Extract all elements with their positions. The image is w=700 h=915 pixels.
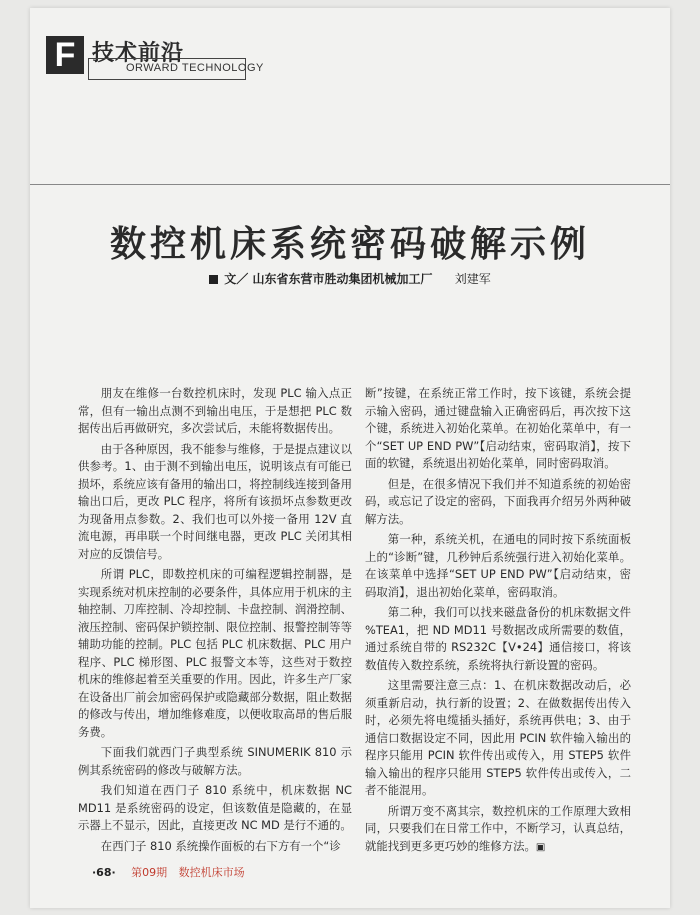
paragraph-text: 所谓万变不离其宗，数控机床的工作原理大致相同，只要我们在日常工作中，不断学习，认真总结，就能找到更多更巧妙的维修方法。 [365,803,631,853]
end-mark-icon: ▣ [535,841,546,853]
paragraph: 断”按键，在系统正常工作时，按下该键，系统会提示输入密码，通过键盘输入正确密码后，再次按下这个键，系统进入初始化菜单。在初始化菜单中，有一个“SET UP END PW”【启动结束，密码取消】，按下面的软键，系统退出初始化菜单，同时密码取消。 [365,386,631,470]
page-footer [92,864,245,880]
paragraph-last [365,803,631,857]
paragraph: 所谓 PLC，即数控机床的可编程逻辑控制器，是实现系统对机床控制的必要条件，具体应用于机床的主轴控制、刀库控制、冷却控制、卡盘控制、润滑控制、液压控制、密码保护锁控制、限位控制、报警控制等等辅助功能的控制。PLC 包括 PLC 机床数据、PLC 用户程序、PLC 梯形图、PLC 报警文本等，这些对于数控机床的维修起着至关重要的作用。因此，许多生产厂家在设备出厂前会加密码保护或隐藏部分数据，阻止数据的修改与传出，增加维修难度，以便收取高昂的售后服务费。 [78,567,352,739]
page-number: ·68· [92,866,116,879]
byline [0,270,700,287]
paragraph: 这里需要注意三点：1、在机床数据改动后，必须重新启动，执行新的设置；2、在做数据传出传入时，必须先将电缆插头插好，系统再供电；3、由于通信口数据设定不同，因此用 PCIN 软件输入输出的程序只能用 PCIN 软件传出或传入，用 STEP5 软件输入输出的程序只能用 STEP5 软件传出或传入，二者不能混用。 [365,678,631,797]
paragraph: 但是，在很多情况下我们并不知道系统的初始密码，或忘记了设定的密码，下面我再介绍另外两种破解方法。 [365,476,631,526]
author: 刘建军 [454,272,491,286]
affiliation: 山东省东营市胜动集团机械加工厂 [252,272,433,286]
issue-label: 第09期 [131,866,168,879]
article-left-column [78,385,352,858]
byline-prefix: 文／ [224,272,249,286]
show-through-right [380,118,620,178]
byline-square-icon [209,275,218,284]
show-through-left [130,118,340,178]
title-divider [30,184,670,185]
paragraph: 由于各种原因，我不能参与维修，于是提点建议以供参考。1、由于测不到输出电压，说明该点有可能已损坏，系统应该有备用的输出口，将控制线连接到备用输出口后，更改 PLC 程序，将所有该损坏点参数更改为现备用点参数。2、我们也可以外接一备用 12V 直流电源，再串联一个时间继电器，更改 PLC 关闭其相对应的反馈信号。 [78,441,352,561]
article-title: 数控机床系统密码破解示例 [109,224,590,266]
magazine-name: 数控机床市场 [178,866,245,879]
section-title: 技术前沿 [92,41,185,66]
paragraph: 第一种，系统关机，在通电的同时按下系统面板上的“诊断”键，几秒钟后系统强行进入初始化菜单。在该菜单中选择“SET UP END PW”【启动结束，密码取消】，退出初始化菜单，密码取消。 [365,532,631,599]
paragraph: 下面我们就西门子典型系统 SINUMERIK 810 示例其系统密码的修改与破解方法。 [78,745,352,777]
section-logo: F [46,36,84,74]
paragraph: 第二种，我们可以找来磁盘备份的机床数据文件 %TEA1，把 ND MD11 号数据改成所需要的数值，通过系统自带的 RS232C【V•24】通信接口，将该数值传入数控系统，系统将执行新设置的密码。 [365,605,631,672]
paragraph: 我们知道在西门子 810 系统中，机床数据 NC MD11 是系统密码的设定，但该数值是隐藏的，在显示器上不显示，因此，直接更改 NC MD 是行不通的。 [78,783,352,832]
paragraph: 在西门子 810 系统操作面板的右下方有一个“诊 [100,838,341,853]
article-right-column [365,385,631,859]
section-subtitle: ORWARD TECHNOLOGY [126,62,264,74]
paragraph: 朋友在维修一台数控机床时，发现 PLC 输入点正常，但有一输出点测不到输出电压，于是想把 PLC 数据传出后再做研究，多次尝试后，未能将数据传出。 [78,386,352,435]
